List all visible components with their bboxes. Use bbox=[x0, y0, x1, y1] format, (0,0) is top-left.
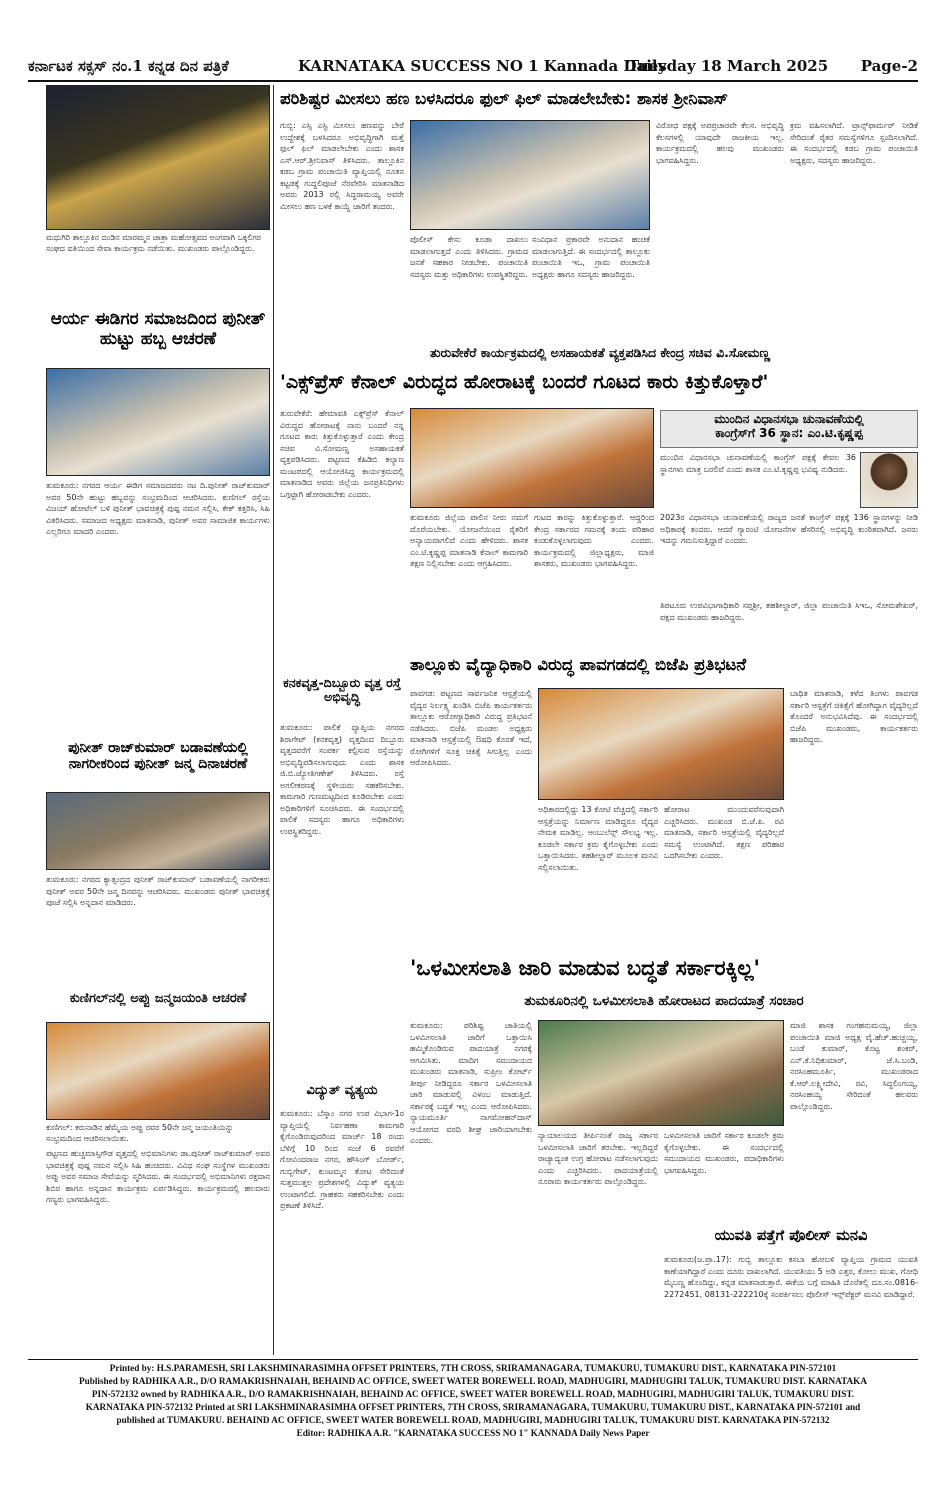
masthead bbox=[28, 55, 918, 77]
missing-body: ತುಮಕೂರು(ಜ.ಪ್ರಾ.17): ಗುಬ್ಬಿ ತಾಲ್ಲೂಕು ಕಸಬಾ ಹೋಬಳಿ ವ್ಯಾಪ್ತಿಯ ಗ್ರಾಮದ ಯುವತಿ ಕಾಣೆಯಾಗಿದ್ದಾರೆ ಎಂದು ದೂರು ದಾಖಲಾಗಿದೆ. ಯುವತಿಯು 5 ಅಡಿ ಎತ್ತರ, ಕೋಲು ಮುಖ, ಗೋಧಿ ಮೈಬಣ್ಣ ಹೊಂದಿದ್ದು, ಕನ್ನಡ ಮಾತನಾಡುತ್ತಾರೆ. ಈಕೆಯ ಬಗ್ಗೆ ಮಾಹಿತಿ ದೊರೆತಲ್ಲಿ ದೂ.ಸಂ.0816-2272451, 08131-222210ಕ್ಕೆ ಸಂಪರ್ಕಿಸಲು ಪೊಲೀಸ್ ಇನ್ಸ್‌ಪೆಕ್ಟರ್ ಮನವಿ ಮಾಡಿದ್ದಾರೆ. bbox=[664, 1255, 918, 1299]
olameesalati-subheadline: ತುಮಕೂರಿನಲ್ಲಿ ಒಳಮೀಸಲಾತಿ ಹೋರಾಟದ ಪಾದಯಾತ್ರೆ ಸಂಚಾರ bbox=[524, 994, 804, 1009]
olameesalati-col2: ನ್ಯಾಯಾಲಯದ ತೀರ್ಪಿನಂತೆ ರಾಜ್ಯ ಸರ್ಕಾರ ಒಳಮೀಸಲಾತಿ ಜಾರಿಗೆ ತರಬೇಕು. ಇಲ್ಲದಿದ್ದರೆ ರಾಜ್ಯಾದ್ಯಂತ ಉಗ್ರ ಹೋರಾಟ ನಡೆಸಲಾಗುವುದು ಎಂದು ಎಚ್ಚರಿಸಿದರು. ಪಾದಯಾತ್ರೆಯಲ್ಲಿ ನೂರಾರು ಕಾರ್ಯಕರ್ತರು ಪಾಲ್ಗೊಂಡಿದ್ದರು. bbox=[538, 1131, 658, 1186]
pavagada-photo bbox=[538, 688, 784, 800]
pavagada-col4: ಬಾಧಿತ ಮಾತನಾಡಿ, ಕಳೆದ ತಿಂಗಳು ಪಾವಗಡ ಸರ್ಕಾರಿ ಆಸ್ಪತ್ರೆಗೆ ಚಿಕಿತ್ಸೆಗೆ ಹೋಗಿದ್ದಾಗ ವೈದ್ಯರಿಲ್ಲದೆ ತೊಂದರೆ ಅನುಭವಿಸಿದೆವು. ಈ ಸಂದರ್ಭದಲ್ಲಿ ಬಿಜೆಪಿ ಮುಖಂಡರು, ಕಾರ್ಯಕರ್ತರು ಹಾಜರಿದ್ದರು. bbox=[790, 689, 918, 744]
puneeth-badavane-body: ತುಮಕೂರು: ನಗರದ ಕ್ಯಾತ್ಸಂದ್ರದ ಪುನೀತ್ ರಾಜ್‌ಕುಮಾರ್ ಬಡಾವಣೆಯಲ್ಲಿ ನಾಗರೀಕರು ಪುನೀತ್ ಅವರ 50ನೇ ಜನ್ಮ ದಿನವನ್ನು ಆಚರಿಸಿದರು. ಮುಖಂಡರು ಪುನೀತ್ ಭಾವಚಿತ್ರಕ್ಕೆ ಪೂಜೆ ಸಲ್ಲಿಸಿ ಅನ್ನದಾನ ಮಾಡಿದರು. bbox=[46, 875, 270, 907]
olameesalati-photo bbox=[538, 1020, 784, 1126]
imprint-line-3: PIN-572132 owned by RADHIKA A.R., D/O RAMAKRISHNAIAH, BEHAIND AC OFFICE, SWEET WATER BOREWELL ROAD, MADHUGIRI, MADHUGIRI TALUK, TUMAKURU DIST. bbox=[91, 1389, 855, 1399]
puneeth-badavane-headline: ಪುನೀತ್ ರಾಜ್‌ಕುಮಾರ್ ಬಡಾವಣೆಯಲ್ಲಿ ನಾಗರೀಕರಿಂದ ಪುನೀತ್ ಜನ್ಮ ದಿನಾಚರಣೆ bbox=[68, 740, 248, 773]
masthead-title-english: KARNATAKA SUCCESS NO 1 Kannada Daily bbox=[298, 57, 667, 75]
imprint-footer bbox=[28, 1362, 918, 1440]
kunigal-caption: ಕುಣಿಗಲ್: ಕರುನಾಡಿನ ಹೆಮ್ಮೆಯ ಅಪ್ಪು ರವರ 50ನೇ ಜನ್ಮ ಜಯಂತಿಯನ್ನು ಸಂಭ್ರಮದಿಂದ ಆಚರಿಸಲಾಯಿತು. bbox=[46, 1123, 234, 1143]
mtk-lead: ಮುಂದಿನ ವಿಧಾನಸಭಾ ಚುನಾವಣೆಯಲ್ಲಿ ಕಾಂಗ್ರೆಸ್ ಪಕ್ಷಕ್ಕೆ ಕೇವಲ 36 ಸ್ಥಾನಗಳು ಮಾತ್ರ ಬರಲಿವೆ ಎಂದು ಶಾಸಕ ಎಂ.ಟಿ.ಕೃಷ್ಣಪ್ಪ ಭವಿಷ್ಯ ನುಡಿದರು. bbox=[660, 453, 856, 474]
arya-photo bbox=[46, 368, 270, 476]
mtk-lower: ತಿಪಟೂರು ಉಪವಿಭಾಗಾಧಿಕಾರಿ ಸಪ್ತಶ್ರೀ, ತಹಶೀಲ್ದಾರ್, ಜಿಲ್ಲಾ ಪಂಚಾಯಿತಿ ಸಿಇಒ, ಸೋಮಶೇಖರ್, ಪಕ್ಷದ ಮುಖಂಡರು ಹಾಜರಿದ್ದರು. bbox=[660, 601, 918, 622]
olameesalati-col1: ತುಮಕೂರು: ಪರಿಶಿಷ್ಟ ಜಾತಿಯಲ್ಲಿ ಒಳಮೀಸಲಾತಿ ಜಾರಿಗೆ ಒತ್ತಾಯಿಸಿ ಹಮ್ಮಿಕೊಂಡಿರುವ ಪಾದಯಾತ್ರೆ ನಗರಕ್ಕೆ ಆಗಮಿಸಿತು. ಮಾದಿಗ ಸಮುದಾಯದ ಮುಖಂಡರು ಮಾತನಾಡಿ, ಸುಪ್ರೀಂ ಕೋರ್ಟ್ ತೀರ್ಪು ನೀಡಿದ್ದರೂ ಸರ್ಕಾರ ಒಳಮೀಸಲಾತಿ ಜಾರಿ ಮಾಡುವಲ್ಲಿ ವಿಳಂಬ ಮಾಡುತ್ತಿದೆ. ಸರ್ಕಾರಕ್ಕೆ ಬದ್ಧತೆ ಇಲ್ಲ ಎಂದು ಆರೋಪಿಸಿದರು. ನ್ಯಾಯಮೂರ್ತಿ ನಾಗಮೋಹನ್‌ದಾಸ್ ಆಯೋಗದ ವರದಿ ಶೀಘ್ರ ಜಾರಿಯಾಗಬೇಕು ಎಂದರು. bbox=[410, 1021, 532, 1145]
mtk-portrait bbox=[860, 452, 918, 508]
footer-rule bbox=[28, 1359, 918, 1360]
masthead-title-kannada: ಕರ್ನಾಟಕ ಸಕ್ಸಸ್ ನಂ.1 ಕನ್ನಡ ದಿನ ಪತ್ರಿಕೆ bbox=[28, 57, 229, 75]
pavagada-headline: ತಾಲ್ಲೂಕು ವೈದ್ಯಾಧಿಕಾರಿ ವಿರುದ್ಧ ಪಾವಗಡದಲ್ಲಿ ಬಿಜೆಪಿ ಪ್ರತಿಭಟನೆ bbox=[410, 656, 747, 674]
imprint-line-5: published at TUMAKURU. BEHAIND AC OFFICE, SWEET WATER BOREWELL ROAD, MADHUGIRI, MADHUGIRI TALUK, TUMAKURU DIST. KARNATAKA PIN-572132 bbox=[116, 1415, 830, 1425]
pavagada-col1: ಪಾವಗಡ: ಪಟ್ಟಣದ ಸಾರ್ವಜನಿಕ ಆಸ್ಪತ್ರೆಯಲ್ಲಿ ವೈದ್ಯರ ನಿರ್ಲಕ್ಷ್ಯ ಖಂಡಿಸಿ ಬಿಜೆಪಿ ಕಾರ್ಯಕರ್ತರು ತಾಲ್ಲೂಕು ಆರೋಗ್ಯಾಧಿಕಾರಿ ವಿರುದ್ಧ ಪ್ರತಿಭಟನೆ ನಡೆಸಿದರು. ಬಿಜೆಪಿ ಮಂಡಲ ಅಧ್ಯಕ್ಷರು ಮಾತನಾಡಿ ಆಸ್ಪತ್ರೆಯಲ್ಲಿ ಔಷಧಿ ಕೊರತೆ ಇದೆ, ರೋಗಿಗಳಿಗೆ ಸೂಕ್ತ ಚಿಕಿತ್ಸೆ ಸಿಗುತ್ತಿಲ್ಲ ಎಂದು ಆರೋಪಿಸಿದರು. bbox=[410, 689, 532, 767]
road-headline: ಕನಕವೃತ್ತ-ದಿಬ್ಬೂರು ವೃತ್ತ ರಸ್ತೆ ಅಭಿವೃದ್ಧಿ bbox=[283, 676, 401, 705]
missing-headline: ಯುವತಿ ಪತ್ತೆಗೆ ಪೊಲೀಸ್ ಮನವಿ bbox=[714, 1228, 868, 1244]
imprint-line-2: Published by RADHIKA A.R., D/O RAMAKRISHNAIAH, BEHAIND AC OFFICE, SWEET WATER BOREWELL ROAD, MADHUGIRI, MADHUGIRI TALUK, TUMAKURU DIST. KARNATAKA bbox=[79, 1376, 867, 1386]
olameesalati-col4: ಮಾಜಿ ಶಾಸಕ ಗಂಗಹನುಮಯ್ಯ, ಜಿಲ್ಲಾ ಪಂಚಾಯಿತಿ ಮಾಜಿ ಅಧ್ಯಕ್ಷ ವೈ.ಹೆಚ್.ಹುಚ್ಚಯ್ಯ, ಬಂಡೆ ಕುಮಾರ್, ಕೊಟ್ಟ ಶಂಕರ್, ಎನ್.ಕೆ.ನಿಧಿಕುಮಾರ್, ಜೆ.ಸಿ.ಬಂಡಿ, ನರಸಿಂಹಮೂರ್ತಿ, ಮುಖಂಡರಾದ ಕೆ.ಆರ್.ಲಕ್ಷ್ಮೀದೇವಿ, ರವಿ, ಸಿದ್ದಲಿಂಗಯ್ಯ, ನರಸಿಂಹಯ್ಯ ಸೇರಿದಂತೆ ಹಲವರು ಪಾಲ್ಗೊಂಡಿದ್ದರು. bbox=[790, 1021, 918, 1111]
masthead-page-number: Page-2 bbox=[860, 57, 918, 75]
somanna-col3: ಗುಟದ ಕಾರನ್ನು ಕಿತ್ತುಕೊಳ್ಳುತ್ತಾರೆ. ಆದ್ದರಿಂದ ಕೇಂದ್ರ ಸರ್ಕಾರದ ಗಮನಕ್ಕೆ ತಂದು ಪರಿಹಾರ ಕಂಡುಕೊಳ್ಳಲಾಗುವುದು ಎಂದರು. ಕಾರ್ಯಕ್ರಮದಲ್ಲಿ ಜಿಲ್ಲಾಧ್ಯಕ್ಷರು, ಮಾಜಿ ಶಾಸಕರು, ಮುಖಂಡರು ಭಾಗವಹಿಸಿದ್ದರು. bbox=[534, 513, 654, 568]
pavagada-col2: ಅಧಿಕಾರದಲ್ಲಿದ್ದು 13 ಕೋಟಿ ವೆಚ್ಚದಲ್ಲಿ ಸರ್ಕಾರಿ ಆಸ್ಪತ್ರೆಯನ್ನು ನಿರ್ಮಾಣ ಮಾಡಿದ್ದರೂ ವೈದ್ಯರ ನೇಮಕ ಮಾಡಿಲ್ಲ. ಆಂಬುಲೆನ್ಸ್ ಸೌಲಭ್ಯ ಇಲ್ಲ. ಕೂಡಲೇ ಸರ್ಕಾರ ಕ್ರಮ ಕೈಗೊಳ್ಳಬೇಕು ಎಂದು ಒತ್ತಾಯಿಸಿದರು. ತಹಶೀಲ್ದಾರ್ ಮೂಲಕ ಮನವಿ ಸಲ್ಲಿಸಲಾಯಿತು. bbox=[538, 805, 658, 872]
temple-caption: ಮಧುಗಿರಿ ತಾಲ್ಲೂಕಿನ ದಂಡಿನ ಮಾರಮ್ಮನ ಜಾತ್ರಾ ಮಹೋತ್ಸವದ ಅಂಗವಾಗಿ ಒಕ್ಕಲಿಗರ ಸಂಘದ ವತಿಯಿಂದ ಸೇವಾ ಕಾರ್ಯಕ್ರಮ ನಡೆಯಿತು. ಮುಖಂಡರು ಪಾಲ್ಗೊಂಡಿದ್ದರು. bbox=[46, 233, 261, 253]
lead-col1: ಗುಬ್ಬಿ: ಎಸ್ಸಿ ಎಸ್ಟಿ ಮೀಸಲು ಹಣವನ್ನು ಬೇರೆ ಉದ್ದೇಶಕ್ಕೆ ಬಳಸಿದರೂ ಅಭಿವೃದ್ಧಿಗಾಗಿ ಮತ್ತೆ ಫುಲ್ ಫಿಲ್ ಮಾಡಲೇಬೇಕು ಎಂದು ಶಾಸಕ ಎಸ್.ಆರ್.ಶ್ರೀನಿವಾಸ್ ತಿಳಿಸಿದರು. ತಾಲ್ಲೂಕಿನ ಕಡಬ ಗ್ರಾಮ ಪಂಚಾಯಿತಿ ವ್ಯಾಪ್ತಿಯಲ್ಲಿ ನೂತನ ಕಟ್ಟಡಕ್ಕೆ ಗುದ್ದಲಿಪೂಜೆ ನೆರವೇರಿಸಿ ಮಾತನಾಡಿದ ಅವರು 2013 ರಲ್ಲಿ ಸಿದ್ದರಾಮಯ್ಯ ಅವರೇ ಮೀಸಲು ಹಣ ಬಳಕೆ ಕಾಯ್ದೆ ಜಾರಿಗೆ ತಂದರು. bbox=[280, 121, 404, 211]
lead-col5: ಕ್ರಮ ವಹಿಸಲಾಗಿದೆ. ಟ್ರಾನ್ಸ್‌ಫಾರ್ಮರ್ ನೀಡಿಕೆ ಸೇರಿದಂತೆ ರೈತರ ಸಮಸ್ಯೆಗಳಿಗೂ ಸ್ಪಂದಿಸಲಾಗಿದೆ. ಈ ಸಂದರ್ಭದಲ್ಲಿ ಕಡಬ ಗ್ರಾಮ ಪಂಚಾಯಿತಿ ಅಧ್ಯಕ್ಷರು, ಸದಸ್ಯರು ಹಾಜರಿದ್ದರು. bbox=[790, 121, 918, 165]
road-body: ತುಮಕೂರು: ಪಾಲಿಕೆ ವ್ಯಾಪ್ತಿಯ ನಗರದ ಶಿರಾಗೇಟ್ (ಕನಕವೃತ್ತ) ವೃತ್ತದಿಂದ ದಿಬ್ಬೂರು ವೃತ್ತದವರೆಗೆ ಸಂಪರ್ಕ ಕಲ್ಪಿಸುವ ರಸ್ತೆಯನ್ನು ಅಭಿವೃದ್ಧಿಪಡಿಸಲಾಗುವುದು ಎಂದು ಶಾಸಕ ಜಿ.ಬಿ.ಜ್ಯೋತಿಗಣೇಶ್ ತಿಳಿಸಿದರು. ರಸ್ತೆ ಅಗಲೀಕರಣಕ್ಕೆ ಸ್ಥಳೀಯರು ಸಹಕರಿಸಬೇಕು. ಕಾಮಗಾರಿ ಗುಣಮಟ್ಟದಿಂದ ಕೂಡಿರಬೇಕು ಎಂದು ಅಧಿಕಾರಿಗಳಿಗೆ ಸೂಚಿಸಿದರು. ಈ ಸಂದರ್ಭದಲ್ಲಿ ಪಾಲಿಕೆ ಸದಸ್ಯರು ಹಾಗೂ ಅಧಿಕಾರಿಗಳು ಉಪಸ್ಥಿತರಿದ್ದರು. bbox=[280, 723, 404, 836]
somanna-col2: ತುಮಕೂರು ಜಿಲ್ಲೆಯ ಪಾಲಿನ ನೀರು ನಮಗೆ ದೊರೆಯಬೇಕು. ಯೋಜನೆಯಿಂದ ರೈತರಿಗೆ ಅನ್ಯಾಯವಾಗಲಿದೆ ಎಂದು ಹೇಳಿದರು. ಶಾಸಕ ಎಂ.ಟಿ.ಕೃಷ್ಣಪ್ಪ ಮಾತನಾಡಿ ಕೆನಾಲ್ ಕಾಮಗಾರಿ ತಕ್ಷಣ ನಿಲ್ಲಿಸಬೇಕು ಎಂದು ಆಗ್ರಹಿಸಿದರು. bbox=[410, 513, 528, 568]
power-headline: ವಿದ್ಯುತ್ ವ್ಯತ್ಯಯ bbox=[306, 1084, 378, 1098]
somanna-headline: 'ಎಕ್ಸ್‌ಪ್ರೆಸ್ ಕೆನಾಲ್ ವಿರುದ್ಧದ ಹೋರಾಟಕ್ಕೆ ಬಂದರೆ ಗೂಟದ ಕಾರು ಕಿತ್ತುಕೊಳ್ತಾರೆ' bbox=[280, 372, 769, 393]
kunigal-headline: ಕುಣಿಗಲ್‌ನಲ್ಲಿ ಅಪ್ಪು ಜನ್ಮಜಯಂತಿ ಆಚರಣೆ bbox=[69, 992, 247, 1006]
somanna-col1: ತುರುವೇಕೆರೆ: ಹೇಮಾವತಿ ಎಕ್ಸ್‌ಪ್ರೆಸ್ ಕೆನಾಲ್ ವಿರುದ್ಧದ ಹೋರಾಟಕ್ಕೆ ನಾನು ಬಂದರೆ ನನ್ನ ಗೂಟದ ಕಾರು ಕಿತ್ತುಕೊಳ್ಳುತ್ತಾರೆ ಎಂದು ಕೇಂದ್ರ ಸಚಿವ ವಿ.ಸೋಮಣ್ಣ ಅಸಹಾಯಕತೆ ವ್ಯಕ್ತಪಡಿಸಿದರು. ಪಟ್ಟಣದ ಕೆಹಿಡಿಬಿ ಕಲ್ಯಾಣ ಮಂಟಪದಲ್ಲಿ ಆಯೋಜಿಸಿದ್ದ ಕಾರ್ಯಕ್ರಮದಲ್ಲಿ ಮಾತನಾಡಿದ ಅವರು ಜಿಲ್ಲೆಯ ಜನಪ್ರತಿನಿಧಿಗಳು ಒಗ್ಗಟ್ಟಾಗಿ ಹೋರಾಡಬೇಕು ಎಂದರು. bbox=[280, 409, 404, 499]
lead-col3: ಸಂವಿಧಾನ ಪ್ರಕಾರವೇ ಅನುದಾನ ಹಂಚಿಕೆ ಮಾಡಲಾಗುತ್ತಿದೆ. ಈ ಸಂದರ್ಭದಲ್ಲಿ ತಾಲ್ಲೂಕು ಪಂಚಾಯಿತಿ ಇಒ, ಗ್ರಾಮ ಪಂಚಾಯಿತಿ ಅಧ್ಯಕ್ಷರು ಹಾಗೂ ಸದಸ್ಯರು ಹಾಜರಿದ್ದರು. bbox=[532, 235, 650, 279]
lead-headline: ಪರಿಶಿಷ್ಟರ ಮೀಸಲು ಹಣ ಬಳಸಿದರೂ ಫುಲ್ ಫಿಲ್ ಮಾಡಲೇಬೇಕು: ಶಾಸಕ ಶ್ರೀನಿವಾಸ್ bbox=[280, 90, 729, 108]
mtk-headline-box bbox=[660, 410, 918, 448]
pavagada-col3: ಹೋರಾಟ ಮುಂದುವರೆಸುವುದಾಗಿ ಎಚ್ಚರಿಸಿದರು. ಮುಖಂಡ ಬಿ.ಜೆ.ಪಿ. ರವಿ ಮಾತನಾಡಿ, ಸರ್ಕಾರಿ ಆಸ್ಪತ್ರೆಯಲ್ಲಿ ವೈದ್ಯರಿಲ್ಲದೆ ಸಮಸ್ಯೆ ಉಂಟಾಗಿದೆ. ತಕ್ಷಣ ಪರಿಹಾರ ಒದಗಿಸಬೇಕು ಎಂದರು. bbox=[664, 805, 784, 860]
arya-headline: ಆರ್ಯ ಈಡಿಗರ ಸಮಾಜದಿಂದ ಪುನೀತ್ ಹುಟ್ಟು ಹಬ್ಬ ಆಚರಣೆ bbox=[50, 310, 266, 349]
puneeth-badavane-photo bbox=[46, 792, 270, 870]
lead-col4: ವಿರೋಧ ಪಕ್ಷಕ್ಕೆ ಅಪಪ್ರಚಾರವೇ ಕೆಲಸ. ಅಭಿವೃದ್ಧಿ ಕೆಲಸಗಳಲ್ಲಿ ಯಾವುದೇ ರಾಜಕೀಯ ಇಲ್ಲ. ಕಾರ್ಯಕ್ರಮದಲ್ಲಿ ಹಲವು ಮುಖಂಡರು ಭಾಗವಹಿಸಿದ್ದರು. bbox=[656, 121, 784, 165]
olameesalati-col3: ಒಳಮೀಸಲಾತಿ ಜಾರಿಗೆ ಸರ್ಕಾರ ಕೂಡಲೇ ಕ್ರಮ ಕೈಗೊಳ್ಳಬೇಕು. ಈ ಸಂದರ್ಭದಲ್ಲಿ ಸಮುದಾಯದ ಮುಖಂಡರು, ಪದಾಧಿಕಾರಿಗಳು ಭಾಗವಹಿಸಿದ್ದರು. bbox=[664, 1131, 784, 1175]
somanna-kicker: ತುರುವೇಕೆರೆ ಕಾರ್ಯಕ್ರಮದಲ್ಲಿ ಅಸಹಾಯಕತೆ ವ್ಯಕ್ತಪಡಿಸಿದ ಕೇಂದ್ರ ಸಚಿವ ವಿ.ಸೋಮಣ್ಣ bbox=[429, 346, 771, 360]
arya-body: ತುಮಕೂರು: ನಗರದ ಆರ್ಯ ಈಡಿಗ ಸಮಾಜದವರು ನಟ ದಿ.ಪುನೀತ್ ರಾಜ್‌ಕುಮಾರ್ ಅವರ 50ನೇ ಹುಟ್ಟು ಹಬ್ಬವನ್ನು ಸಂಭ್ರಮದಿಂದ ಆಚರಿಸಿದರು. ಕುಣಿಗಲ್ ರಸ್ತೆಯ ವಿಜಯ್ ಹೋಟೆಲ್ ಬಳಿ ಪುನೀತ್ ಭಾವಚಿತ್ರಕ್ಕೆ ಪುಷ್ಪ ನಮನ ಸಲ್ಲಿಸಿ, ಕೇಕ್ ಕತ್ತರಿಸಿ, ಸಿಹಿ ವಿತರಿಸಿದರು. ಸಮಾಜದ ಅಧ್ಯಕ್ಷರು ಮಾತನಾಡಿ, ಪುನೀತ್ ಅವರ ಸಾಮಾಜಿಕ ಕಾರ್ಯಗಳು ಎಲ್ಲರಿಗೂ ಮಾದರಿ ಎಂದರು. bbox=[46, 481, 270, 536]
imprint-line-4: KARNATAKA PIN-572132 Printed at SRI LAKSHMINARASIMHA OFFSET PRINTERS, 7TH CROSS, SRIRAMANAGARA, TUMAKURU, TUMAKURU DIST., KARNATAKA PIN-572101 and bbox=[85, 1402, 861, 1412]
temple-photo bbox=[46, 85, 270, 230]
kunigal-body: ಪಟ್ಟಣದ ಹುಚ್ಚಮಾಸ್ತಿಗೌಡ ವೃತ್ತದಲ್ಲಿ ಅಭಿಮಾನಿಗಳು ಡಾ.ಪುನೀತ್ ರಾಜ್‌ಕುಮಾರ್ ಅವರ ಭಾವಚಿತ್ರಕ್ಕೆ ಪುಷ್ಪ ನಮನ ಸಲ್ಲಿಸಿ ಸಿಹಿ ಹಂಚಿದರು. ವಿವಿಧ ಸಂಘ ಸಂಸ್ಥೆಗಳ ಮುಖಂಡರು ಅಪ್ಪು ಅವರ ಸಮಾಜ ಸೇವೆಯನ್ನು ಸ್ಮರಿಸಿದರು. ಈ ಸಂದರ್ಭದಲ್ಲಿ ಅಭಿಮಾನಿಗಳು ರಕ್ತದಾನ ಶಿಬಿರ ಹಾಗೂ ಅನ್ನದಾನ ಕಾರ್ಯಕ್ರಮ ಏರ್ಪಡಿಸಿದ್ದರು. ಕಾರ್ಯಕ್ರಮದಲ್ಲಿ ಹಲವಾರು ಗಣ್ಯರು ಭಾಗವಹಿಸಿದ್ದರು. bbox=[46, 1149, 270, 1204]
imprint-line-6: Editor: RADHIKA A.R. "KARNATAKA SUCCESS NO 1" KANNADA Daily News Paper bbox=[296, 1428, 650, 1438]
mtk-headline-line2: ಕಾಂಗ್ರೆಸ್‌ಗೆ 36 ಸ್ಥಾನ: ಎಂ.ಟಿ.ಕೃಷ್ಣಪ್ಪ bbox=[715, 425, 863, 440]
lead-photo bbox=[410, 120, 650, 230]
masthead-date: Tuesday 18 March 2025 bbox=[628, 57, 829, 75]
mtk-body: 2023ರ ವಿಧಾನಸಭಾ ಚುನಾವಣೆಯಲ್ಲಿ ರಾಜ್ಯದ ಜನತೆ ಕಾಂಗ್ರೆಸ್ ಪಕ್ಷಕ್ಕೆ 136 ಸ್ಥಾನಗಳನ್ನು ನೀಡಿ ಅಧಿಕಾರಕ್ಕೆ ತಂದರು. ಆದರೆ ಗ್ಯಾರಂಟಿ ಯೋಜನೆಗಳ ಹೆಸರಿನಲ್ಲಿ ಅಭಿವೃದ್ಧಿ ಕುಂಠಿತವಾಗಿದೆ. ಜನರು ಇದನ್ನು ಗಮನಿಸುತ್ತಿದ್ದಾರೆ ಎಂದರು. bbox=[660, 513, 918, 545]
masthead-rule bbox=[28, 80, 918, 82]
imprint-line-1: Printed by: H.S.PARAMESH, SRI LAKSHMINARASIMHA OFFSET PRINTERS, 7TH CROSS, SRIRAMANAGARA, TUMAKURU, TUMAKURU DIST., KARNATAKA PIN-572101 bbox=[109, 1363, 837, 1373]
column-divider bbox=[273, 85, 274, 1355]
kunigal-photo bbox=[46, 1022, 270, 1120]
power-body: ತುಮಕೂರು: ಬೆಸ್ಕಾಂ ನಗರ ಉಪ ವಿಭಾಗ-1ರ ವ್ಯಾಪ್ತಿಯಲ್ಲಿ ನಿರ್ವಹಣಾ ಕಾಮಗಾರಿ ಕೈಗೊಂಡಿರುವುದರಿಂದ ಮಾರ್ಚ್ 18 ರಂದು ಬೆಳಿಗ್ಗೆ 10 ರಿಂದ ಸಂಜೆ 6 ರವರೆಗೆ ಗೋವಿಂದರಾಜ ನಗರ, ಹೌಸಿಂಗ್ ಬೋರ್ಡ್, ಗುಬ್ಬಿಗೇಟ್, ಕುಂಟಮ್ಮನ ತೋಟ ಸೇರಿದಂತೆ ಸುತ್ತಮುತ್ತಲ ಪ್ರದೇಶಗಳಲ್ಲಿ ವಿದ್ಯುತ್ ವ್ಯತ್ಯಯ ಉಂಟಾಗಲಿದೆ. ಗ್ರಾಹಕರು ಸಹಕರಿಸಬೇಕು ಎಂದು ಪ್ರಕಟಣೆ ತಿಳಿಸಿದೆ. bbox=[280, 1109, 404, 1210]
lead-col2: ಪೊಲೀಸ್ ಕೇಸು ಕೂಡಾ ದಾಖಲು ಮಾಡಲಾಗುತ್ತದೆ ಎಂದು ತಿಳಿಸಿದರು. ಗ್ರಾಮದ ಜನತೆ ಸಹಕಾರ ನೀಡಬೇಕು. ಪಂಚಾಯಿತಿ ಸದಸ್ಯರು ಮತ್ತು ಅಧಿಕಾರಿಗಳು ಉಪಸ್ಥಿತರಿದ್ದರು. bbox=[410, 235, 528, 279]
olameesalati-headline: 'ಒಳಮೀಸಲಾತಿ ಜಾರಿ ಮಾಡುವ ಬದ್ಧತೆ ಸರ್ಕಾರಕ್ಕಿಲ್ಲ' bbox=[410, 956, 760, 980]
mtk-headline-line1: ಮುಂದಿನ ವಿಧಾನಸಭಾ ಚುನಾವಣೆಯಲ್ಲಿ bbox=[714, 412, 864, 426]
somanna-photo bbox=[410, 408, 654, 508]
